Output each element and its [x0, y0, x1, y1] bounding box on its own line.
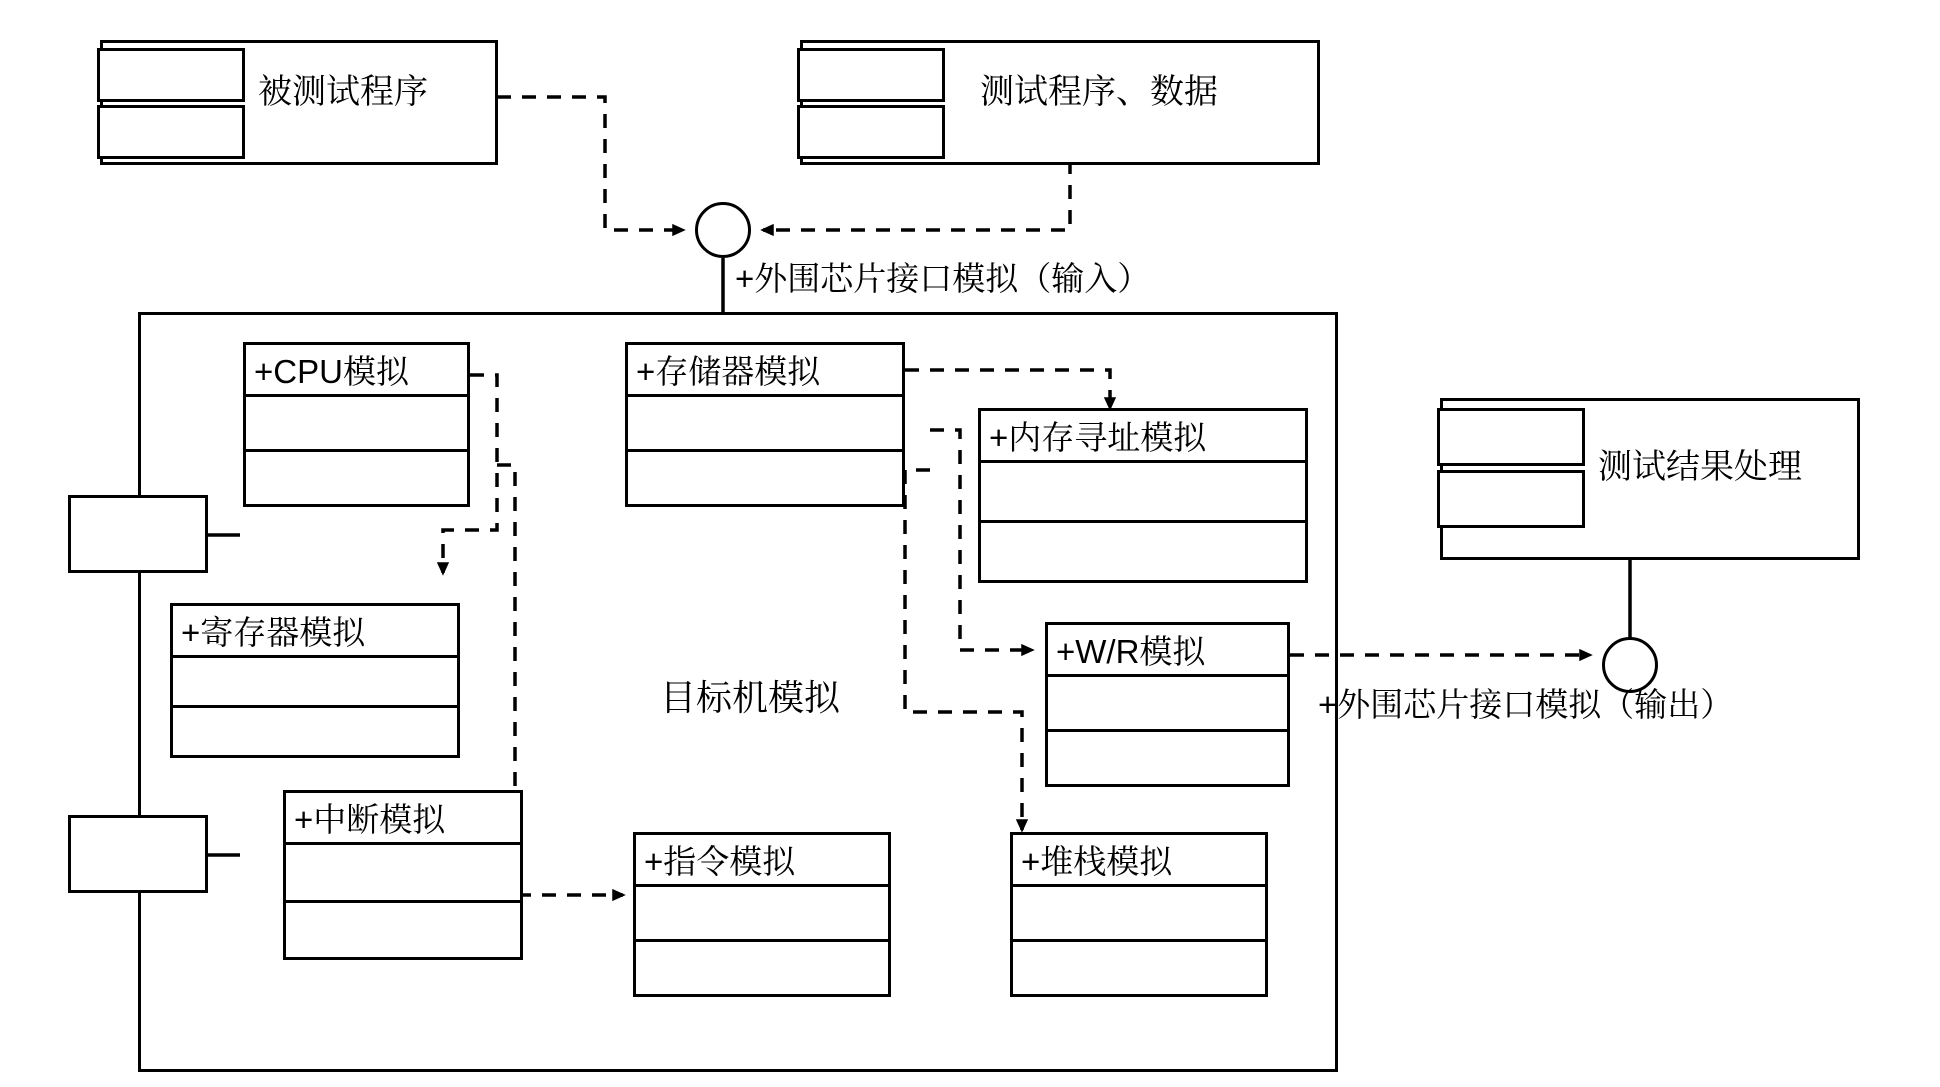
- class-compartment-operations: [628, 452, 902, 504]
- interface-circle-input[interactable]: [695, 202, 751, 258]
- class-compartment-attributes: [1013, 887, 1265, 942]
- interface-label-output: +外围芯片接口模拟（输出）: [1318, 686, 1734, 723]
- class-title-wr-simulation: +W/R模拟: [1048, 625, 1287, 677]
- class-compartment-attributes: [636, 887, 888, 942]
- component-label-test-result-processing: 测试结果处理: [1598, 448, 1802, 486]
- component-tab-lower: [97, 105, 245, 159]
- class-cpu-simulation[interactable]: [243, 342, 470, 507]
- class-compartment-operations: [981, 523, 1305, 581]
- class-wr-simulation[interactable]: [1045, 622, 1290, 787]
- class-compartment-attributes: [981, 463, 1305, 523]
- component-tab-upper-2: [797, 48, 945, 102]
- class-title-memory-simulation: +存储器模拟: [628, 345, 902, 397]
- class-compartment-attributes: [173, 658, 457, 708]
- class-compartment-attributes: [246, 397, 467, 452]
- class-title-instruction-simulation: +指令模拟: [636, 835, 888, 887]
- class-register-simulation[interactable]: [170, 603, 460, 758]
- component-tab-lower-3: [1437, 470, 1585, 528]
- class-title-interrupt-simulation: +中断模拟: [286, 793, 520, 845]
- class-memory-addressing-simulation[interactable]: [978, 408, 1308, 583]
- component-label-test-program-data: 测试程序、数据: [980, 73, 1218, 111]
- class-compartment-operations: [173, 708, 457, 757]
- frame-left-tab-upper: [68, 495, 208, 573]
- class-memory-simulation[interactable]: [625, 342, 905, 507]
- class-compartment-attributes: [286, 845, 520, 903]
- component-tab-upper: [97, 48, 245, 102]
- component-tab-upper-3: [1437, 408, 1585, 466]
- interface-circle-output[interactable]: [1602, 637, 1658, 693]
- class-compartment-operations: [286, 903, 520, 959]
- class-title-cpu-simulation: +CPU模拟: [246, 345, 467, 397]
- class-compartment-operations: [1013, 942, 1265, 994]
- class-title-memory-addressing-simulation: +内存寻址模拟: [981, 411, 1305, 463]
- class-compartment-operations: [246, 452, 467, 504]
- class-title-register-simulation: +寄存器模拟: [173, 606, 457, 658]
- class-interrupt-simulation[interactable]: [283, 790, 523, 960]
- component-tab-lower-2: [797, 105, 945, 159]
- class-instruction-simulation[interactable]: [633, 832, 891, 997]
- class-compartment-attributes: [1048, 677, 1287, 732]
- target-machine-frame-label: 目标机模拟: [660, 677, 841, 718]
- class-compartment-operations: [636, 942, 888, 994]
- frame-left-tab-lower: [68, 815, 208, 893]
- interface-label-input: +外围芯片接口模拟（输入）: [735, 260, 1151, 297]
- class-title-stack-simulation: +堆栈模拟: [1013, 835, 1265, 887]
- class-compartment-attributes: [628, 397, 902, 452]
- class-compartment-operations: [1048, 732, 1287, 784]
- class-stack-simulation[interactable]: [1010, 832, 1268, 997]
- component-label-program-under-test: 被测试程序: [258, 73, 428, 111]
